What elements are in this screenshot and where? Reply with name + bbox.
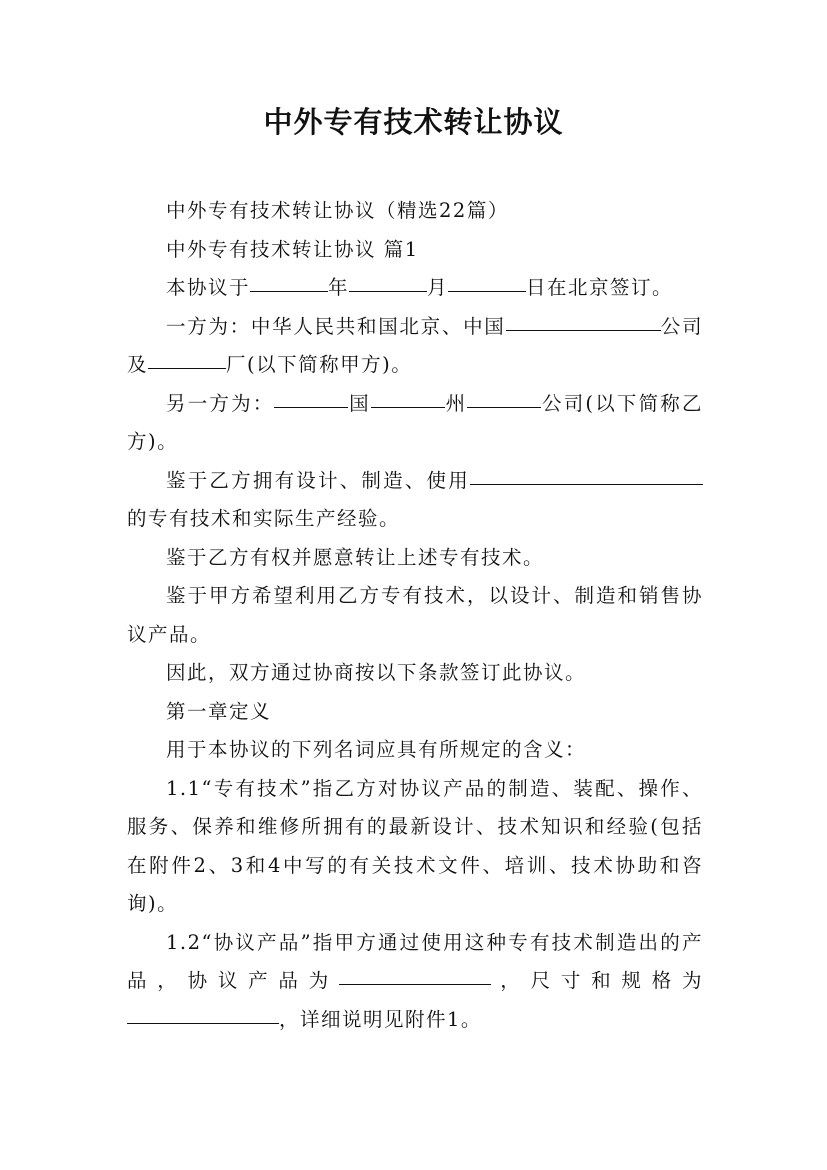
paragraph-text: 鉴于乙方有权并愿意转让上述专有技术。	[166, 545, 545, 569]
paragraph-text: 本协议于	[166, 276, 251, 299]
paragraph-text: 因此，双方通过协商按以下条款签订此协议。	[166, 661, 587, 684]
paragraph-recital-1	[127, 462, 703, 539]
paragraph-text: 公司及	[127, 314, 703, 376]
blank-line	[506, 329, 661, 331]
paragraph-text: 州	[444, 391, 468, 415]
paragraph-definitions-intro	[127, 731, 703, 770]
paragraph-text: 国	[348, 391, 371, 415]
blank-line	[339, 983, 491, 985]
paragraph-text: 月	[427, 276, 449, 299]
paragraph-text: 鉴于甲方希望利用乙方专有技术，以设计、制造和销售协议产品。	[127, 584, 703, 646]
paragraph-party-b	[127, 385, 703, 462]
paragraph-subtitle	[127, 192, 703, 231]
paragraph-text: 厂(以下简称甲方)。	[226, 353, 413, 376]
blank-line	[127, 1022, 279, 1024]
paragraph-text: 第一章定义	[166, 699, 272, 723]
paragraph-text: 年	[328, 276, 350, 299]
paragraph-text: 日在北京签订。	[526, 276, 674, 299]
document-title: 中外专有技术转让协议	[263, 105, 564, 139]
paragraph-text: 1.2“协议产品”指甲方通过使用这种专有技术制造出的产品，协议产品为	[127, 930, 703, 992]
paragraph-party-a	[127, 308, 703, 385]
paragraph-agreement-statement	[127, 654, 703, 693]
paragraph-clause-1-2	[127, 924, 703, 1040]
paragraph-recital-3	[127, 577, 703, 654]
blank-line	[371, 406, 445, 408]
paragraph-text: 一方为：中华人民共和国北京、中国	[166, 314, 506, 338]
paragraph-text: 的专有技术和实际生产经验。	[127, 507, 401, 530]
document-body	[127, 192, 703, 1039]
paragraph-signing-date	[127, 269, 703, 308]
paragraph-text: 用于本协议的下列名词应具有所规定的含义：	[166, 738, 587, 761]
blank-line	[274, 406, 348, 408]
paragraph-text: 另一方为：	[166, 391, 275, 415]
blank-line	[467, 406, 541, 408]
paragraph-text: 鉴于乙方拥有设计、制造、使用	[166, 468, 470, 492]
paragraph-text: ，详细说明见附件1。	[279, 1007, 482, 1031]
paragraph-section-heading	[127, 231, 703, 270]
paragraph-text: 中外专有技术转让协议（精选22篇）	[166, 199, 509, 222]
paragraph-text: ，尺寸和规格为	[491, 969, 703, 992]
paragraph-text: 公司(以下简称乙方)。	[127, 391, 703, 453]
paragraph-recital-2	[127, 539, 703, 578]
paragraph-text: 中外专有技术转让协议 篇1	[166, 237, 419, 261]
blank-line	[349, 290, 427, 292]
blank-line	[250, 290, 328, 292]
paragraph-text: 1.1“专有技术”指乙方对协议产品的制造、装配、操作、服务、保养和维修所拥有的最新设计、技术知识和经验(包括在附件2、3和4中写的有关技术文件、培训、技术协助和咨询)。	[127, 776, 703, 915]
paragraph-clause-1-1	[127, 770, 703, 924]
blank-line	[148, 367, 226, 369]
blank-line	[448, 290, 526, 292]
blank-line	[470, 483, 703, 485]
chapter-heading	[127, 693, 703, 732]
